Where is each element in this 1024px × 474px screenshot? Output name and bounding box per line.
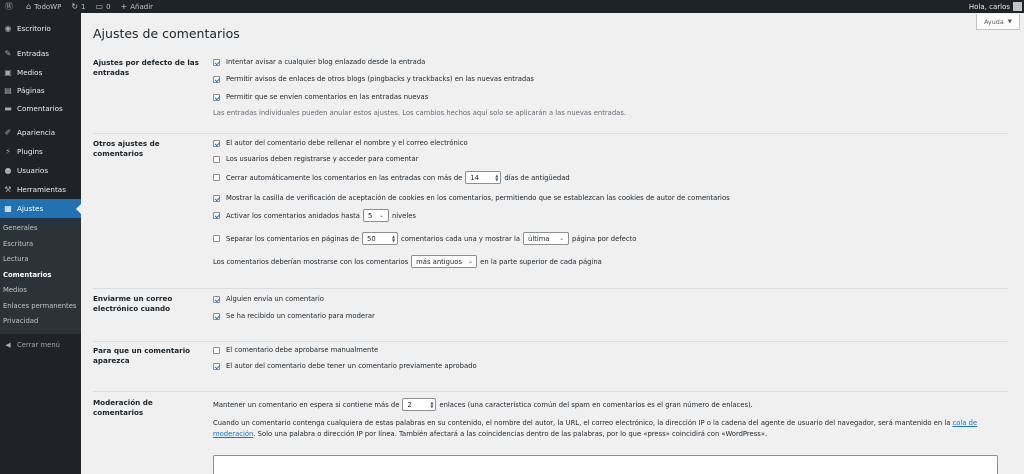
comments-per-page-input[interactable]: 50 ▲ ▼ xyxy=(362,232,398,245)
section-label: Ajustes por defecto de las entradas xyxy=(93,58,199,77)
menu-item-plugins[interactable]: ⚡ Plugins xyxy=(0,142,81,161)
section-before-appear xyxy=(93,346,1008,382)
pin-icon: ✎ xyxy=(4,49,12,58)
option-manual-approval[interactable]: El comentario debe aprobarse manualmente xyxy=(213,346,378,354)
menu-item-ajustes[interactable]: ▦ Ajustes xyxy=(0,199,81,218)
thread-depth-select[interactable]: 5 ⌄ xyxy=(363,209,389,222)
option-email-moderation[interactable]: Se ha recibido un comentario para moderar xyxy=(213,312,375,320)
max-links-input[interactable]: 2 ▲ ▼ xyxy=(402,398,436,411)
avatar[interactable] xyxy=(1013,2,1022,11)
option-previously-approved[interactable]: El autor del comentario debe tener un comentario previamente aprobado xyxy=(213,362,477,370)
brush-icon: ✐ xyxy=(4,128,12,137)
option-allow-pingbacks[interactable]: Permitir avisos de enlaces de otros blogs (pingbacks y trackbacks) en las nuevas entradas xyxy=(213,75,534,83)
close-days-input[interactable]: 14 ▲ ▼ xyxy=(465,171,501,184)
page-title: Ajustes de comentarios xyxy=(93,26,240,41)
submenu-escritura[interactable]: Escritura xyxy=(3,239,34,248)
new-content-link[interactable]: + Añadir xyxy=(120,2,154,11)
updates-link[interactable]: ↻ 1 xyxy=(71,2,86,11)
submenu-privacidad[interactable]: Privacidad xyxy=(3,317,39,325)
comment-bubble-icon: ▭ xyxy=(95,2,104,11)
admin-sidebar xyxy=(0,13,81,474)
section-defaults xyxy=(93,58,1008,128)
submenu-medios[interactable]: Medios xyxy=(3,286,27,294)
section-label: Para que un comentario aparezca xyxy=(93,346,191,365)
option-attempt-notify[interactable]: Intentar avisar a cualquier blog enlazado desde la entrada xyxy=(213,58,425,66)
home-icon: ⌂ xyxy=(26,2,32,11)
user-greeting[interactable]: Hola, carlos xyxy=(968,2,1010,11)
site-name-link[interactable]: ⌂ TodoWP xyxy=(26,2,62,11)
checkbox[interactable] xyxy=(213,363,220,370)
wrench-icon: ⚒ xyxy=(4,185,12,194)
section-moderation xyxy=(93,398,1008,474)
option-require-registration[interactable]: Los usuarios deben registrarse y acceder para comentar xyxy=(213,155,418,163)
option-allow-comments[interactable]: Permitir que se envíen comentarios en las entradas nuevas xyxy=(213,93,428,101)
chevron-down-icon: ⌄ xyxy=(378,212,384,219)
checkbox[interactable] xyxy=(213,94,220,101)
submenu-enlaces-permanentes[interactable]: Enlaces permanentes xyxy=(3,301,77,310)
section-email-me xyxy=(93,294,1008,330)
divider xyxy=(93,288,1008,289)
triangle-down-icon: ▼ xyxy=(1007,18,1012,25)
wordpress-logo-icon[interactable]: Ⓦ xyxy=(5,2,13,11)
checkbox[interactable] xyxy=(213,296,220,303)
plus-icon: + xyxy=(120,2,128,11)
main-content xyxy=(81,13,1024,474)
checkbox[interactable] xyxy=(213,313,220,320)
checkbox[interactable] xyxy=(213,195,220,202)
settings-icon: ▦ xyxy=(4,204,12,213)
moderation-description: Cuando un comentario contenga cualquiera de estas palabras en su contenido, el nombre del autor, la URL, el correo electrónico, la dirección IP o la cadena del agente de usuario del navegador, será mantenido en la cola de moderación. Solo una palabra o dirección IP por línea. También afectará a las coincidencias dentro de las palabras, por lo que «press» coincidirá con «WordPress». xyxy=(213,419,978,438)
divider xyxy=(93,391,1008,392)
section-label: Enviarme un correo electrónico cuando xyxy=(93,294,173,313)
submenu-comentarios[interactable]: Comentarios xyxy=(3,270,52,279)
option-comment-order: Los comentarios deberían mostrarse con los comentarios más antiguos ⌄ en la parte superior de cada página xyxy=(213,255,602,268)
settings-submenu xyxy=(0,218,81,334)
checkbox[interactable] xyxy=(213,140,220,147)
submenu-generales[interactable]: Generales xyxy=(3,224,38,232)
menu-item-escritorio[interactable]: ◉ Escritorio xyxy=(4,24,51,33)
option-email-new-comment[interactable]: Alguien envía un comentario xyxy=(213,295,324,303)
section-label: Otros ajustes de comentarios xyxy=(93,139,160,158)
checkbox[interactable] xyxy=(213,156,220,163)
menu-item-herramientas[interactable]: ⚒ Herramientas xyxy=(4,185,66,194)
moderation-keys-textarea[interactable] xyxy=(213,455,998,474)
checkbox[interactable] xyxy=(213,174,220,181)
page-icon: ▤ xyxy=(4,85,12,95)
option-close-comments[interactable]: Cerrar automáticamente los comentarios en las entradas con más de 14 ▲ ▼ días de antigüedad xyxy=(213,171,570,184)
menu-item-entradas[interactable]: ✎ Entradas xyxy=(4,49,49,58)
divider xyxy=(93,341,1008,342)
option-require-name-email[interactable]: El autor del comentario debe rellenar el nombre y el correo electrónico xyxy=(213,139,468,147)
moderation-queue-link[interactable]: cola de moderación xyxy=(213,419,978,438)
default-page-select[interactable]: última ⌄ xyxy=(523,232,569,245)
chevron-down-icon: ⌄ xyxy=(559,235,565,242)
help-button[interactable]: Ayuda ▼ xyxy=(976,14,1020,30)
updates-icon: ↻ xyxy=(71,2,79,11)
checkbox[interactable] xyxy=(213,347,220,354)
admin-bar xyxy=(0,0,1024,13)
collapse-icon: ◀ xyxy=(5,340,11,349)
comments-link[interactable]: ▭ 0 xyxy=(95,2,111,11)
divider xyxy=(93,133,1008,134)
media-icon: ▣ xyxy=(4,67,12,77)
collapse-menu-button[interactable]: ◀ Cerrar menú xyxy=(0,334,81,356)
comment-order-select[interactable]: más antiguos ⌄ xyxy=(411,255,477,268)
option-threaded-comments[interactable]: Activar los comentarios anidados hasta 5 ⌄ niveles xyxy=(213,209,416,222)
checkbox[interactable] xyxy=(213,212,220,219)
option-paginate-comments[interactable]: Separar los comentarios en páginas de 50 ▲ ▼ comentarios cada una y mostrar la última ⌄ página por defecto xyxy=(213,232,636,245)
menu-item-medios[interactable]: ▣ Medios xyxy=(4,67,43,77)
spinner-icon[interactable]: ▲ ▼ xyxy=(495,172,499,182)
spinner-icon[interactable]: ▲ ▼ xyxy=(430,399,434,409)
submenu-lectura[interactable]: Lectura xyxy=(3,255,29,263)
dashboard-icon: ◉ xyxy=(4,24,12,33)
menu-item-comentarios[interactable]: ▬ Comentarios xyxy=(4,103,63,113)
user-icon: ● xyxy=(4,166,12,175)
description: Las entradas individuales pueden anular estos ajustes. Los cambios hechos aquí solo se aplicarán a las nuevas entradas. xyxy=(213,109,627,117)
checkbox[interactable] xyxy=(213,59,220,66)
menu-item-apariencia[interactable]: ✐ Apariencia xyxy=(4,128,56,137)
option-hold-links: Mantener un comentario en espera si contiene más de 2 ▲ ▼ enlaces (una característica común del spam en comentarios es el gran número de enlaces). xyxy=(213,398,753,411)
section-label: Moderación de comentarios xyxy=(93,398,153,417)
plugin-icon: ⚡ xyxy=(5,147,11,156)
menu-item-paginas[interactable]: ▤ Páginas xyxy=(4,85,45,95)
menu-item-usuarios[interactable]: ● Usuarios xyxy=(4,166,49,175)
option-cookies-consent[interactable]: Mostrar la casilla de verificación de aceptación de cookies en los comentarios, permitiendo que se establezcan las cookies de autor de comentarios xyxy=(213,194,730,202)
checkbox[interactable] xyxy=(213,76,220,83)
spinner-icon[interactable]: ▲ ▼ xyxy=(391,233,396,243)
chevron-down-icon: ⌄ xyxy=(468,258,474,265)
section-other-comment-settings xyxy=(93,139,1008,279)
checkbox[interactable] xyxy=(213,235,220,242)
comment-icon: ▬ xyxy=(4,103,12,113)
